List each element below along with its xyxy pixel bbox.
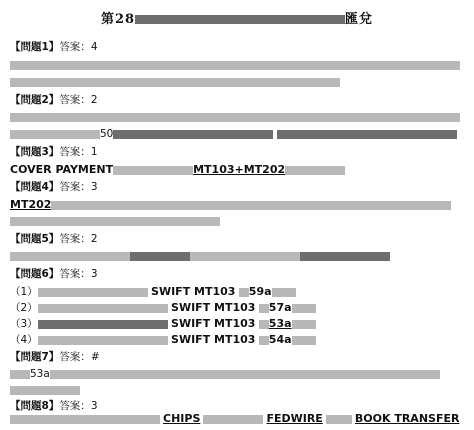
unreadable-text	[10, 252, 130, 261]
unreadable-text	[326, 415, 352, 424]
page-title: 第28 匯兌	[100, 12, 374, 27]
list-item: （1） SWIFT MT103 59a	[10, 284, 468, 300]
unreadable-text	[10, 113, 460, 122]
unreadable-text	[38, 320, 168, 329]
unreadable-text	[292, 320, 316, 329]
unreadable-text	[10, 386, 80, 395]
unreadable-text	[292, 336, 316, 345]
question-heading: 【問題3】答案：1	[10, 146, 98, 158]
unreadable-text	[38, 336, 168, 345]
unreadable-text	[300, 252, 390, 261]
question-heading: 【問題7】答案：#	[10, 351, 100, 363]
paragraph-line	[10, 58, 468, 73]
question-heading: 【問題1】答案：4	[10, 41, 98, 53]
paragraph-line: COVER PAYMENT MT103+MT202	[10, 162, 468, 178]
unreadable-text	[113, 166, 193, 175]
paragraph-line	[10, 110, 468, 125]
unreadable-text	[292, 304, 316, 313]
question-heading: 【問題2】答案：2	[10, 94, 98, 106]
unreadable-text	[130, 252, 190, 261]
unreadable-text	[259, 336, 269, 345]
paragraph-line	[10, 383, 468, 398]
paragraph-line	[10, 249, 468, 264]
paragraph-line: 53a	[10, 367, 468, 382]
unreadable-text	[38, 304, 168, 313]
unreadable-text	[272, 288, 296, 297]
unreadable-text	[259, 304, 269, 313]
paragraph-line: CHIPS FEDWIRE BOOK TRANSFER	[10, 412, 468, 426]
unreadable-text	[135, 15, 345, 24]
unreadable-text	[203, 415, 263, 424]
list-item: （3） SWIFT MT103 53a	[10, 316, 468, 332]
paragraph-line	[10, 214, 468, 229]
unreadable-text	[10, 370, 30, 379]
unreadable-text	[239, 288, 249, 297]
question-heading: 【問題6】答案：3	[10, 268, 98, 280]
unreadable-text	[51, 201, 451, 210]
unreadable-text	[285, 166, 345, 175]
unreadable-text	[10, 61, 460, 70]
unreadable-text	[113, 130, 273, 139]
unreadable-text	[10, 130, 100, 139]
unreadable-text	[38, 288, 148, 297]
unreadable-text	[10, 217, 220, 226]
question-heading: 【問題4】答案：3	[10, 181, 98, 193]
unreadable-text	[190, 252, 300, 261]
unreadable-text	[10, 78, 340, 87]
question-heading: 【問題8】答案：3	[10, 400, 98, 412]
unreadable-text	[50, 370, 440, 379]
paragraph-line	[10, 75, 468, 90]
paragraph-line: 50	[10, 127, 468, 142]
unreadable-text	[10, 415, 160, 424]
list-item: （4） SWIFT MT103 54a	[10, 332, 468, 348]
list-item: （2） SWIFT MT103 57a	[10, 300, 468, 316]
unreadable-text	[277, 130, 457, 139]
paragraph-line: MT202	[10, 197, 468, 213]
question-heading: 【問題5】答案：2	[10, 233, 98, 245]
unreadable-text	[259, 320, 269, 329]
